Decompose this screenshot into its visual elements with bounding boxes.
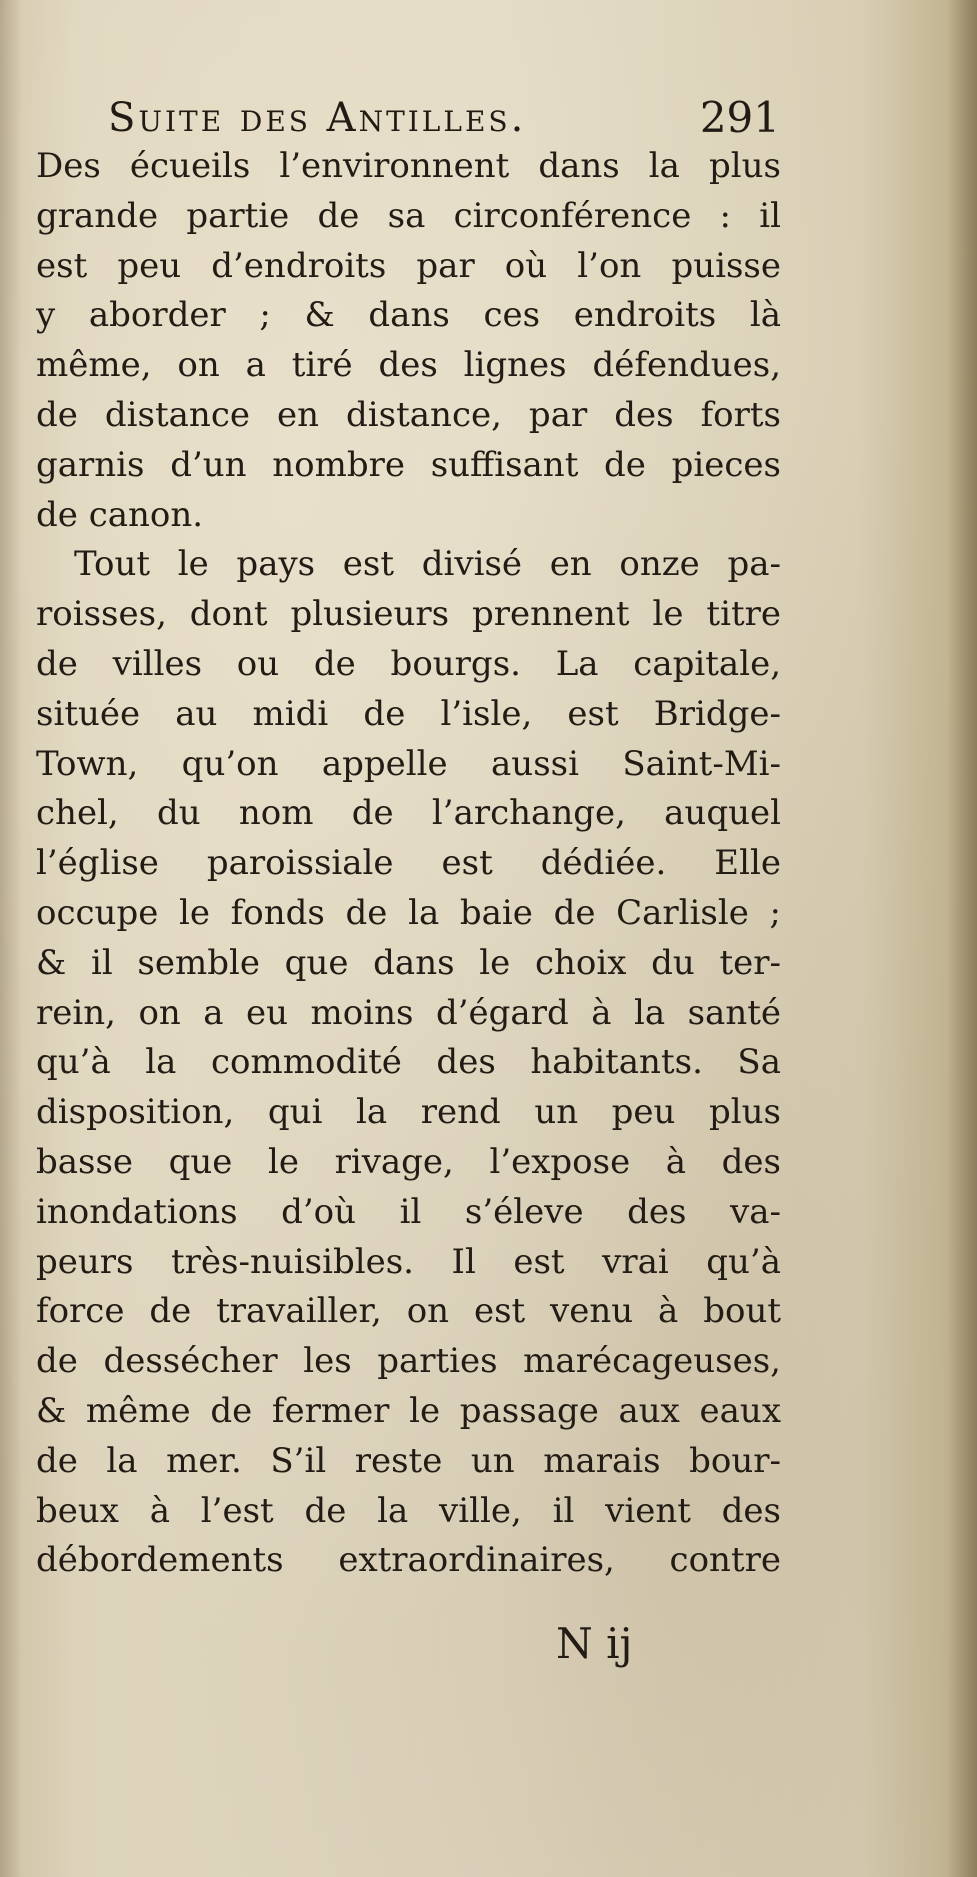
text-line: qu’à la commodité des habitants. Sa: [36, 1042, 781, 1083]
text-line: de villes ou de bourgs. La capitale,: [36, 643, 781, 684]
text-line: située au midi de l’isle, est Bridge-: [36, 693, 781, 734]
text-line: chel, du nom de l’archange, auquel: [36, 793, 781, 834]
text-line: Des écueils l’environnent dans la plus: [36, 146, 781, 186]
text-line: l’église paroissiale est dédiée. Elle: [36, 843, 781, 884]
text-line: force de travailler, on est venu à bout: [36, 1291, 781, 1332]
text-line: grande partie de sa circonférence : il: [36, 195, 781, 236]
text-line: même, on a tiré des lignes défendues,: [36, 345, 781, 386]
text-line: Town, qu’on appelle aussi Saint-Mi-: [36, 743, 781, 784]
text-line: y aborder ; & dans ces endroits là: [36, 295, 781, 336]
running-title: Suite des Antilles.: [108, 95, 527, 141]
text-line: disposition, qui la rend un peu plus: [36, 1092, 781, 1133]
text-line: est peu d’endroits par où l’on puisse: [36, 245, 781, 286]
text-line: débordements extraordinaires, contre: [36, 1540, 781, 1581]
text-line: garnis d’un nombre suffisant de pieces: [36, 444, 781, 485]
text-line: occupe le fonds de la baie de Carlisle ;: [36, 892, 781, 933]
text-line: de distance en distance, par des forts: [36, 394, 781, 435]
text-line: beux à l’est de la ville, il vient des: [36, 1490, 781, 1531]
text-line: peurs très-nuisibles. Il est vrai qu’à: [36, 1241, 781, 1282]
page-number: 291: [699, 93, 780, 142]
body-text: [36, 142, 781, 1586]
text-line: inondations d’où il s’éleve des va-: [36, 1191, 781, 1232]
page-header: [108, 88, 780, 148]
text-line: de la mer. S’il reste un marais bour-: [36, 1440, 781, 1481]
text-line: de dessécher les parties marécageuses,: [36, 1341, 781, 1382]
text-line-paragraph-end: de canon.: [36, 494, 204, 535]
signature-mark: N ij: [556, 1619, 633, 1668]
text-line-paragraph-start: Tout le pays est divisé en onze pa-: [74, 544, 781, 585]
text-line: rein, on a eu moins d’égard à la santé: [36, 992, 781, 1033]
text-line: & il semble que dans le choix du ter-: [36, 942, 781, 983]
text-line: roisses, dont plusieurs prennent le titre: [36, 594, 781, 635]
text-line: basse que le rivage, l’expose à des: [36, 1141, 781, 1182]
text-line: & même de fermer le passage aux eaux: [36, 1390, 781, 1431]
